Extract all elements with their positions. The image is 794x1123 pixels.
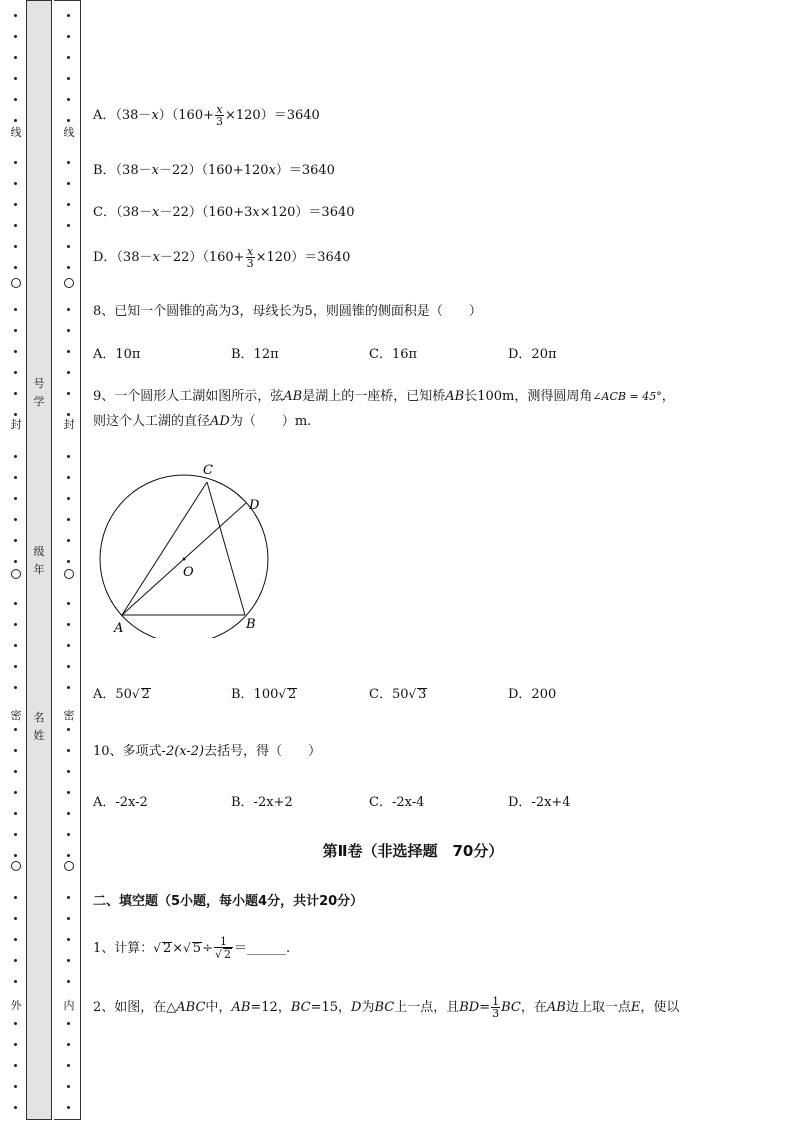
q9-option-b: B．100√ 2 bbox=[231, 687, 297, 702]
field-name: 名 姓 bbox=[33, 711, 45, 742]
q9-stem-line2: 则这个人工湖的直径AD为（ ）m. bbox=[93, 414, 312, 429]
fill-q1: 1、计算：√ 2×√ 5÷ $\frac{1}{√ 2}$ ＝______. bbox=[93, 935, 291, 961]
q10-option-c: C．-2x-4 bbox=[369, 795, 425, 810]
q8-option-a: A．10π bbox=[93, 347, 141, 362]
center-point bbox=[183, 558, 186, 561]
q10-stem: 10、多项式-2(x-2)去括号，得（ ） bbox=[93, 744, 322, 759]
q9-option-a: A．50√ 2 bbox=[93, 687, 150, 702]
q10-option-a: A．-2x-2 bbox=[93, 795, 148, 810]
binding-char: 外 bbox=[8, 999, 24, 1013]
binding-char: 密 bbox=[8, 709, 24, 723]
fraction: $\frac{1}{3}$ bbox=[492, 995, 500, 1020]
fraction: $\frac{1}{√ 2}$ bbox=[214, 935, 231, 961]
fill-q2: 2、如图，在△ABC中，AB=12，BC=15，D为BC上一点，且BD= $\frac{1}{3}$ BC，在AB边上取一点E，使以 bbox=[93, 995, 680, 1020]
q8-option-b: B．12π bbox=[231, 347, 279, 362]
q10-option-d: D．-2x+4 bbox=[508, 795, 571, 810]
binding-char: 线 bbox=[61, 126, 77, 140]
q9-option-d: D．200 bbox=[508, 687, 557, 702]
q8-stem: 8、已知一个圆锥的高为3，母线长为5，则圆锥的侧面积是（ ） bbox=[93, 304, 482, 319]
chord-cb bbox=[207, 482, 245, 615]
label-b: B bbox=[246, 617, 256, 632]
field-student-number: 号 学 bbox=[33, 377, 45, 408]
binding-char: 线 bbox=[8, 126, 24, 140]
q7-option-c: C．（38－x－22）（160+3x×120）＝3640 bbox=[93, 205, 355, 220]
q10-option-b: B．-2x+2 bbox=[231, 795, 293, 810]
label-c: C bbox=[203, 463, 213, 478]
label-d: D bbox=[249, 498, 260, 513]
q9-stem-line1: 9、一个圆形人工湖如图所示，弦AB是湖上的一座桥，已知桥AB长100m，测得圆周角∠ACB = 45°， bbox=[93, 389, 675, 404]
q7-option-b: B．（38－x－22）（160+120x）＝3640 bbox=[93, 163, 335, 178]
label-o: O bbox=[183, 565, 194, 580]
label-a: A bbox=[114, 621, 124, 636]
q7-option-a: A．（38－x）（160+ $\frac{x}{3}$ ×120）＝3640 bbox=[93, 103, 320, 128]
binding-char: 密 bbox=[61, 709, 77, 723]
field-grade: 级 年 bbox=[33, 545, 45, 576]
fraction: $\frac{x}{3}$ bbox=[246, 245, 254, 270]
binding-char: 封 bbox=[61, 418, 77, 432]
circle-lake-figure bbox=[95, 458, 275, 638]
q7-option-d: D．（38－x－22）（160+ $\frac{x}{3}$ ×120）＝3640 bbox=[93, 245, 351, 270]
binding-char: 内 bbox=[61, 999, 77, 1013]
chord-ac bbox=[122, 482, 207, 615]
fraction: $\frac{x}{3}$ bbox=[216, 103, 223, 128]
circle bbox=[100, 475, 268, 638]
section-heading: 二、填空题（5小题，每小题4分，共计20分） bbox=[93, 894, 364, 909]
q8-option-d: D．20π bbox=[508, 347, 557, 362]
binding-char: 封 bbox=[8, 418, 24, 432]
q8-option-c: C．16π bbox=[369, 347, 418, 362]
part2-title: 第Ⅱ卷（非选择题 70分） bbox=[322, 842, 504, 860]
q9-option-c: C．50√ 3 bbox=[369, 687, 427, 702]
